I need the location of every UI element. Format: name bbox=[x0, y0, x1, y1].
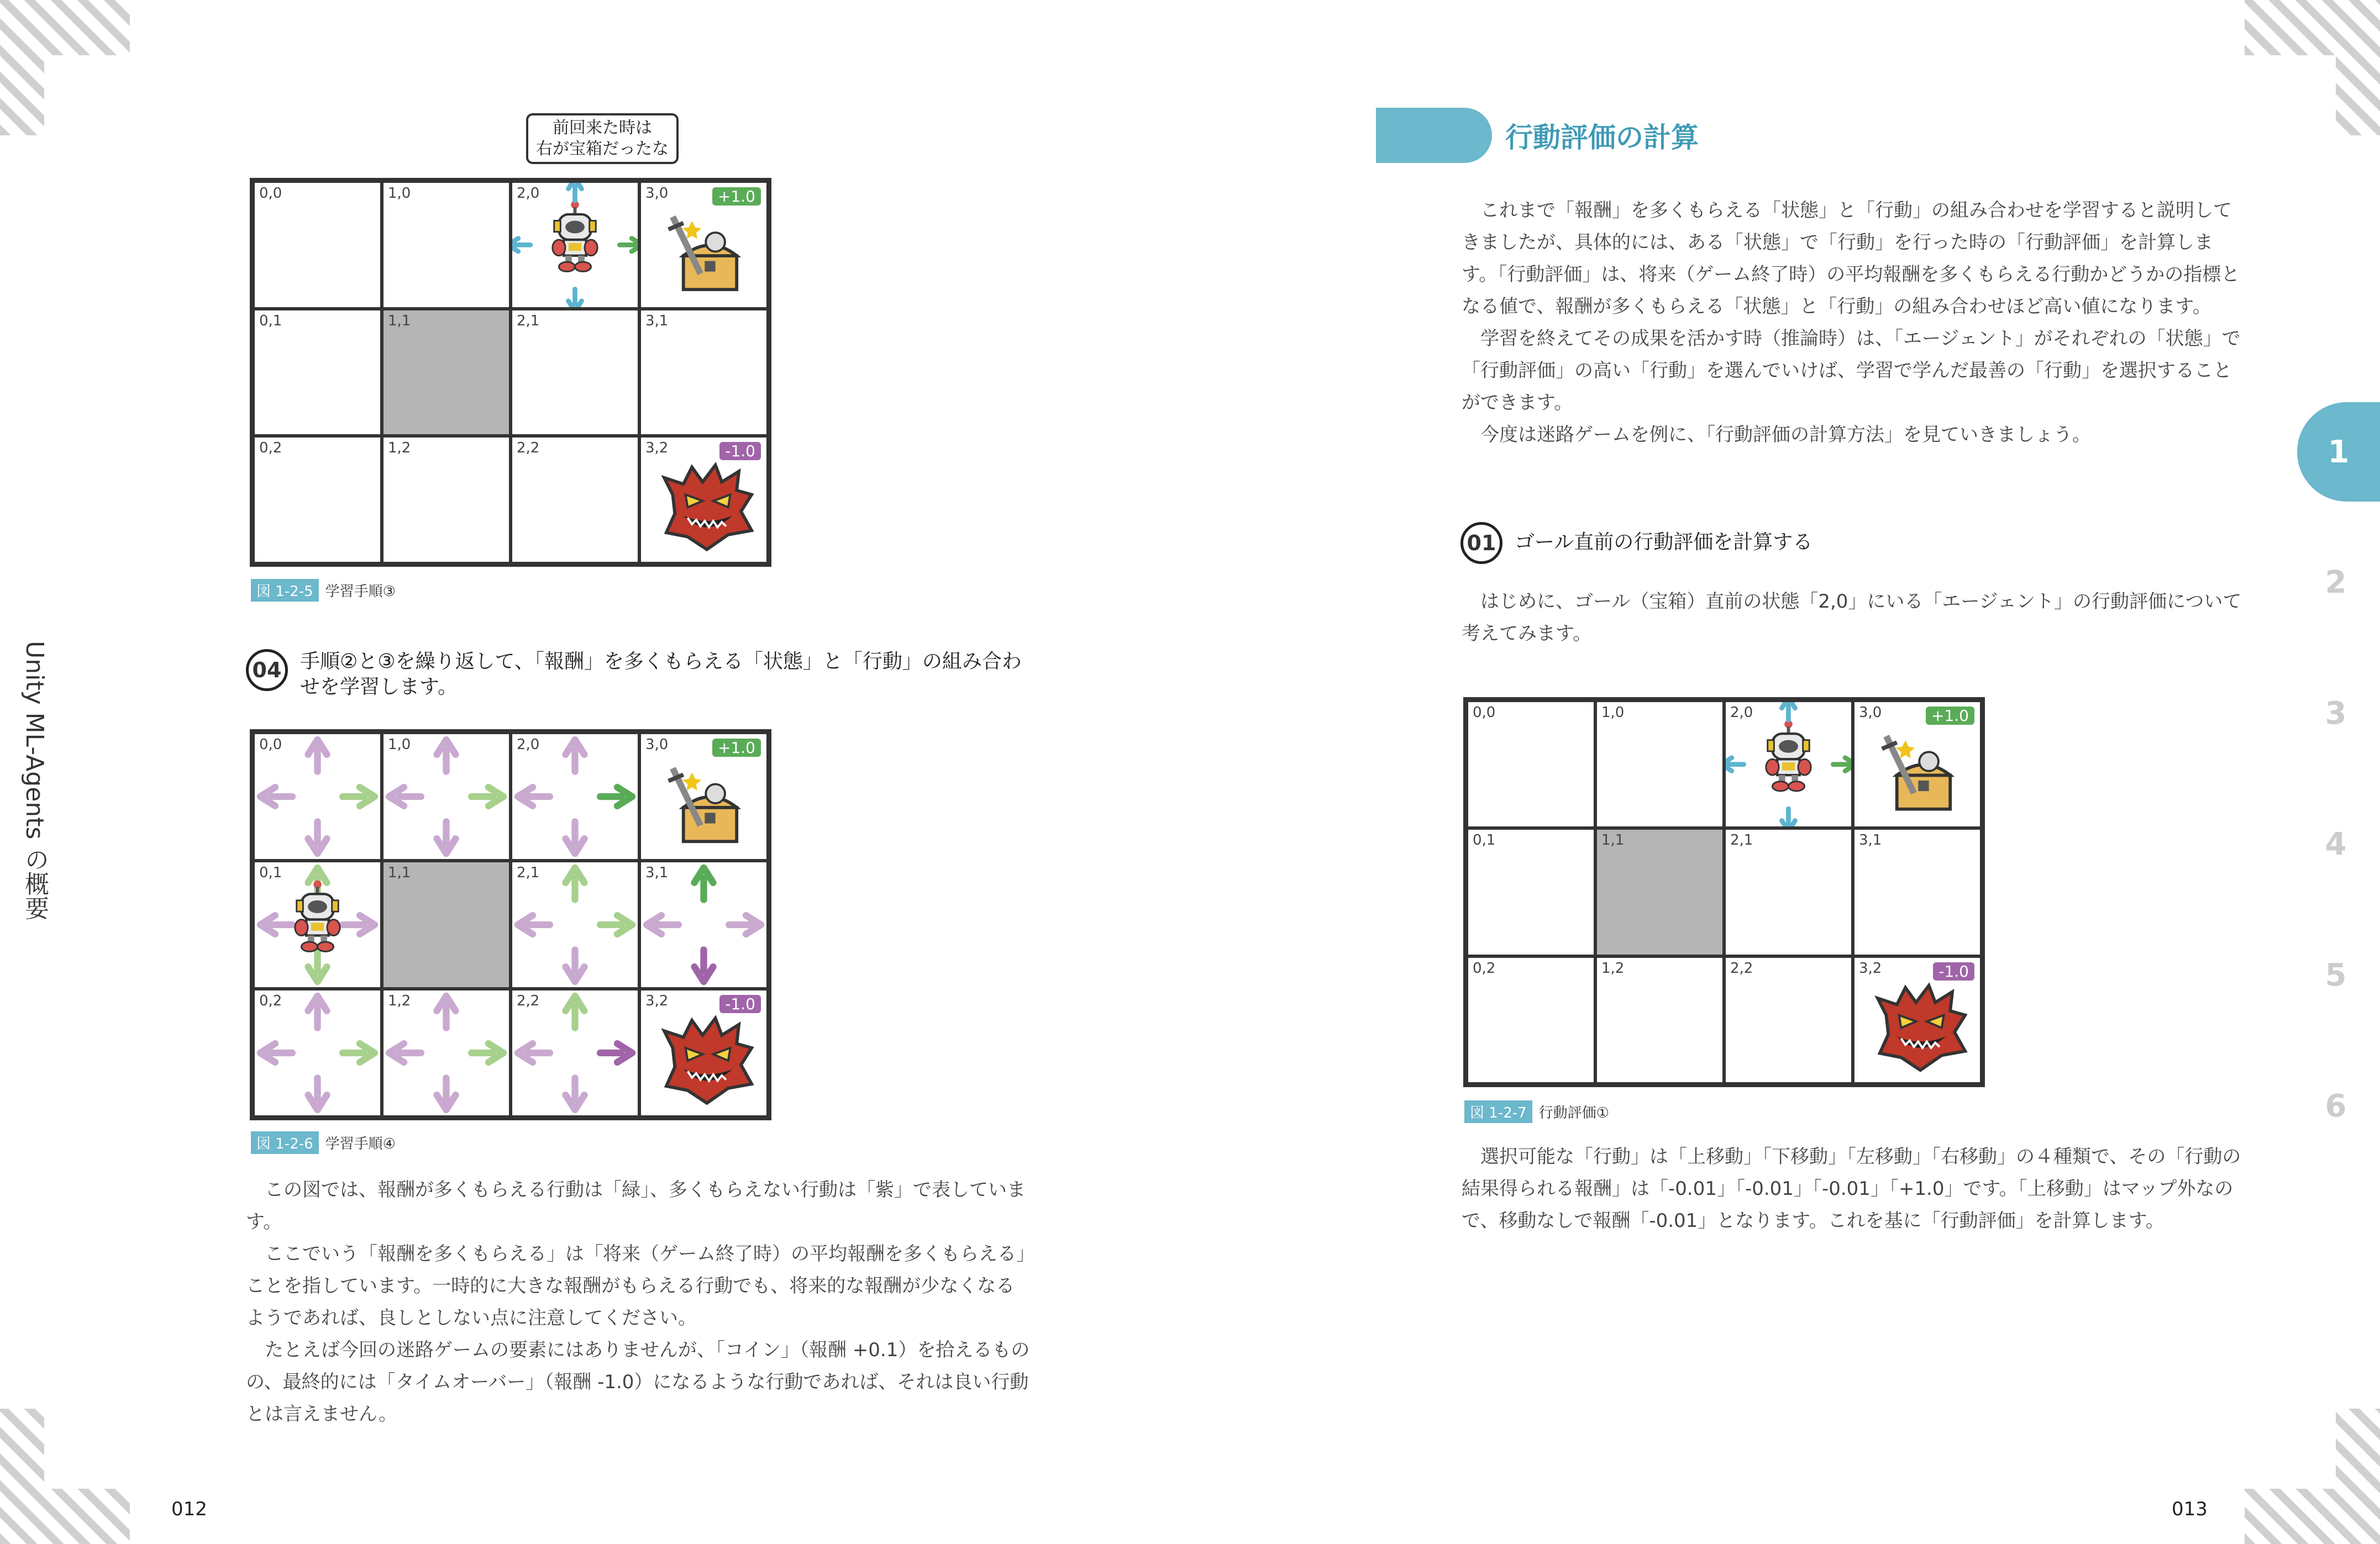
heading-text: 行動評価の計算 bbox=[1505, 122, 1699, 154]
caption-tag: 図 1-2-6 bbox=[251, 1131, 319, 1154]
maze-cell bbox=[382, 181, 511, 309]
maze-cell bbox=[511, 989, 639, 1117]
cell-coordinate: 2,2 bbox=[517, 440, 540, 457]
chapter-tab-6[interactable]: 6 bbox=[2325, 1088, 2347, 1124]
cell-coordinate: 0,0 bbox=[1473, 704, 1496, 721]
cell-coordinate: 2,0 bbox=[517, 736, 540, 753]
maze-grid-fig6 bbox=[250, 729, 771, 1120]
action-arrows bbox=[512, 734, 638, 859]
maze-cell bbox=[639, 436, 768, 563]
cell-coordinate: 1,1 bbox=[1601, 832, 1625, 849]
maze-cell bbox=[511, 733, 639, 861]
page-number-left: 012 bbox=[171, 1498, 207, 1520]
chapter-tab-4[interactable]: 4 bbox=[2325, 826, 2347, 862]
cell-coordinate: 0,1 bbox=[259, 312, 282, 329]
chapter-tab-2[interactable]: 2 bbox=[2325, 565, 2347, 600]
cell-coordinate: 3,0 bbox=[1859, 704, 1882, 721]
cell-coordinate: 1,2 bbox=[388, 993, 411, 1009]
maze-cell bbox=[639, 181, 768, 309]
paragraph: ここでいう「報酬を多くもらえる」は「将来（ゲーム終了時）の平均報酬を多くもらえる」ことを指しています。一時的に大きな報酬がもらえる行動でも、将来的な報酬が少なくなるようであれば、良しとしない点に注意してください。 bbox=[246, 1243, 1026, 1329]
maze-cell bbox=[253, 733, 382, 861]
cell-coordinate: 2,2 bbox=[1730, 960, 1753, 977]
agent-robot-icon bbox=[512, 183, 638, 307]
maze-cell bbox=[1853, 700, 1982, 828]
cell-coordinate: 0,0 bbox=[259, 736, 282, 753]
maze-cell bbox=[253, 436, 382, 563]
cell-coordinate: 1,1 bbox=[388, 312, 411, 329]
action-arrows bbox=[512, 862, 638, 987]
reward-badge-positive: +1.0 bbox=[712, 739, 761, 757]
maze-cell bbox=[1595, 956, 1724, 1084]
cell-coordinate: 0,0 bbox=[259, 185, 282, 202]
maze-cell bbox=[382, 861, 511, 989]
paragraph: たとえば今回の迷路ゲームの要素にはありませんが、「コイン」（報酬 +0.1）を拾えるものの、最終的には「タイムオーバー」（報酬 -1.0）になるような行動であれば、それは良い行動とは言えません。 bbox=[246, 1339, 1030, 1425]
action-arrows bbox=[383, 734, 509, 859]
heading-bar bbox=[1376, 108, 1492, 163]
maze-cell bbox=[511, 181, 639, 309]
maze-cell bbox=[253, 861, 382, 989]
action-arrows bbox=[255, 990, 380, 1115]
maze-cell bbox=[1467, 956, 1595, 1084]
maze-cell bbox=[253, 181, 382, 309]
maze-cell bbox=[1724, 828, 1853, 956]
cell-coordinate: 1,0 bbox=[388, 185, 411, 202]
agent-robot-icon bbox=[1726, 702, 1851, 826]
maze-cell bbox=[382, 733, 511, 861]
maze-cell bbox=[253, 309, 382, 436]
maze-cell bbox=[639, 861, 768, 989]
maze-cell bbox=[1595, 828, 1724, 956]
maze-cell bbox=[1595, 700, 1724, 828]
caption-text: 行動評価① bbox=[1538, 1105, 1609, 1121]
maze-cell bbox=[382, 436, 511, 563]
cell-coordinate: 3,0 bbox=[645, 736, 669, 753]
cell-coordinate: 3,2 bbox=[645, 440, 669, 457]
cell-coordinate: 1,1 bbox=[388, 865, 411, 881]
maze-grid-fig5 bbox=[250, 178, 771, 567]
cell-coordinate: 2,1 bbox=[1730, 832, 1753, 849]
paragraph: 学習を終えてその成果を活かす時（推論時）は、「エージェント」がそれぞれの「状態」で「行動評価」の高い「行動」を選んでいけば、学習で学んだ最善の「行動」を選択することができます。 bbox=[1462, 328, 2241, 414]
agent-robot-icon bbox=[255, 862, 380, 987]
reward-badge-positive: +1.0 bbox=[712, 187, 761, 205]
figure-caption-fig7 bbox=[1464, 1100, 1609, 1123]
paragraph: この図では、報酬が多くもらえる行動は「緑」、多くもらえない行動は「紫」で表しています。 bbox=[246, 1179, 1026, 1233]
maze-cell bbox=[511, 861, 639, 989]
chapter-tab-3[interactable]: 3 bbox=[2325, 695, 2347, 731]
side-title: Unity ML-Agents の概要 bbox=[20, 641, 49, 920]
bubble-line-1: 前回来た時は bbox=[553, 118, 652, 138]
cell-coordinate: 0,2 bbox=[259, 440, 282, 457]
chapter-tab-5[interactable]: 5 bbox=[2325, 957, 2347, 993]
maze-cell bbox=[1724, 956, 1853, 1084]
action-arrows bbox=[255, 734, 380, 859]
cell-coordinate: 0,2 bbox=[1473, 960, 1496, 977]
cell-coordinate: 0,1 bbox=[259, 865, 282, 881]
paragraph: 選択可能な「行動」は「上移動」「下移動」「左移動」「右移動」の４種類で、その「行動の結果得られる報酬」は「-0.01」「-0.01」「-0.01」「+1.0」です。「上移動」はマップ外なので、移動なしで報酬「-0.01」となります。これを基に「行動評価」を計算します。 bbox=[1462, 1146, 2241, 1232]
paragraph: 今度は迷路ゲームを例に、「行動評価の計算方法」を見ていきましょう。 bbox=[1480, 424, 2091, 446]
paragraph: これまで「報酬」を多くもらえる「状態」と「行動」の組み合わせを学習すると説明してきましたが、具体的には、ある「状態」で「行動」を行った時の「行動評価」を計算します。「行動評価」は、将来（ゲーム終了時）の平均報酬を多くもらえる行動かどうかの指標となる値で、報酬が多くもらえる「状態」と「行動」の組み合わせほど高い値になります。 bbox=[1462, 199, 2240, 318]
cell-coordinate: 3,2 bbox=[1859, 960, 1882, 977]
cell-coordinate: 1,2 bbox=[1601, 960, 1625, 977]
cell-coordinate: 2,1 bbox=[517, 312, 540, 329]
cell-coordinate: 0,2 bbox=[259, 993, 282, 1009]
reward-badge-negative: -1.0 bbox=[719, 442, 761, 460]
reward-badge-negative: -1.0 bbox=[719, 995, 761, 1013]
cell-coordinate: 3,2 bbox=[645, 993, 669, 1009]
paragraph: はじめに、ゴール（宝箱）直前の状態「2,0」にいる「エージェント」の行動評価について考えてみます。 bbox=[1462, 591, 2242, 645]
maze-cell bbox=[253, 989, 382, 1117]
cell-coordinate: 2,0 bbox=[517, 185, 540, 202]
maze-cell bbox=[1853, 956, 1982, 1084]
caption-tag: 図 1-2-7 bbox=[1464, 1100, 1532, 1123]
cell-coordinate: 1,2 bbox=[388, 440, 411, 457]
cell-coordinate: 1,0 bbox=[1601, 704, 1625, 721]
maze-grid-fig7 bbox=[1463, 697, 1985, 1087]
maze-cell bbox=[382, 989, 511, 1117]
reward-badge-positive: +1.0 bbox=[1926, 707, 1974, 725]
action-arrows bbox=[383, 990, 509, 1115]
figure-caption-fig6 bbox=[251, 1131, 396, 1154]
maze-cell bbox=[1724, 700, 1853, 828]
figure-caption-fig5 bbox=[251, 579, 396, 602]
caption-tag: 図 1-2-5 bbox=[251, 579, 319, 602]
step-01 bbox=[1460, 522, 2245, 564]
step-text: ゴール直前の行動評価を計算する bbox=[1515, 531, 1813, 554]
cell-coordinate: 3,1 bbox=[1859, 832, 1882, 849]
maze-cell bbox=[639, 989, 768, 1117]
cell-coordinate: 2,0 bbox=[1730, 704, 1753, 721]
caption-text: 学習手順③ bbox=[325, 583, 396, 600]
reward-badge-negative: -1.0 bbox=[1933, 962, 1974, 981]
maze-cell bbox=[1467, 828, 1595, 956]
step-text: 手順②と③を繰り返して、「報酬」を多くもらえる「状態」と「行動」の組み合わせを学習します。 bbox=[300, 650, 1022, 698]
cell-coordinate: 1,0 bbox=[388, 736, 411, 753]
action-arrows bbox=[641, 862, 766, 987]
maze-cell bbox=[511, 436, 639, 563]
speech-bubble bbox=[526, 113, 679, 164]
cell-coordinate: 0,1 bbox=[1473, 832, 1496, 849]
step01-body bbox=[1462, 586, 2246, 650]
step-04 bbox=[246, 649, 1031, 700]
action-arrows bbox=[512, 990, 638, 1115]
caption-text: 学習手順④ bbox=[325, 1136, 396, 1152]
step-number: 04 bbox=[246, 649, 288, 691]
closing-text bbox=[1462, 1141, 2246, 1237]
cell-coordinate: 3,0 bbox=[645, 185, 669, 202]
maze-cell bbox=[1853, 828, 1982, 956]
page-number-right: 013 bbox=[2172, 1498, 2208, 1520]
cell-coordinate: 3,1 bbox=[645, 865, 669, 881]
bubble-line-2: 右が宝箱だったな bbox=[536, 139, 669, 159]
chapter-tabs bbox=[2292, 387, 2380, 1172]
chapter-tab-1[interactable]: 1 bbox=[2297, 402, 2380, 502]
maze-cell bbox=[639, 733, 768, 861]
cell-coordinate: 2,1 bbox=[517, 865, 540, 881]
maze-cell bbox=[1467, 700, 1595, 828]
section-heading bbox=[1376, 108, 1699, 163]
maze-cell bbox=[382, 309, 511, 436]
cell-coordinate: 2,2 bbox=[517, 993, 540, 1009]
maze-cell bbox=[639, 309, 768, 436]
intro-text bbox=[1462, 194, 2246, 451]
step-number: 01 bbox=[1460, 522, 1502, 564]
left-body-text bbox=[246, 1174, 1031, 1430]
cell-coordinate: 3,1 bbox=[645, 312, 669, 329]
maze-cell bbox=[511, 309, 639, 436]
